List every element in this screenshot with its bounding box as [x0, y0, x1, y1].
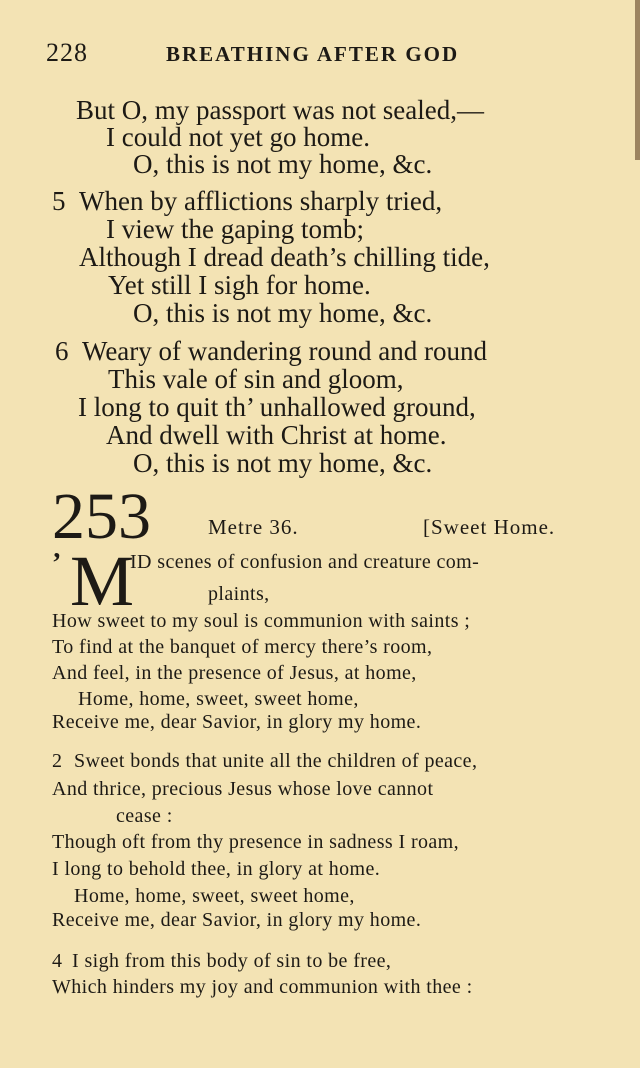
verse-line: I could not yet go home. [106, 122, 370, 152]
verse-line: Which hinders my joy and communion with thee : [52, 976, 473, 998]
dropcap-quote: ’ [52, 548, 62, 579]
verse-line: Receive me, dear Savior, in glory my home. [52, 711, 422, 733]
running-header [46, 38, 600, 70]
verse-line: When by afflictions sharply tried, [79, 186, 443, 216]
verse-line: And dwell with Christ at home. [106, 420, 447, 450]
verse-line: Although I dread death’s chilling tide, [79, 242, 490, 272]
verse-line: Home, home, sweet, sweet home, [74, 885, 355, 907]
dropcap-letter: M [70, 541, 135, 621]
page-edge-shadow [635, 0, 640, 160]
verse-line: I long to quit th’ unhallowed ground, [78, 392, 476, 422]
stanza-number: 6 [55, 336, 69, 366]
verse-line: O, this is not my home, &c. [133, 149, 433, 179]
verse-line: I sigh from this body of sin to be free, [72, 950, 392, 972]
running-title: BREATHING AFTER GOD [166, 42, 460, 66]
verse-line: Home, home, sweet, sweet home, [78, 688, 359, 710]
verse-line: I long to behold thee, in glory at home. [52, 858, 381, 880]
verse-line: And feel, in the presence of Jesus, at home, [52, 662, 417, 684]
stanza-number: 4 [52, 950, 63, 972]
verse-line: Receive me, dear Savior, in glory my home. [52, 909, 422, 931]
page-number: 228 [46, 38, 88, 67]
verse-line: But O, my passport was not sealed,— [76, 95, 484, 125]
verse-line: How sweet to my soul is communion with saints ; [52, 610, 471, 632]
verse-line: ID scenes of confusion and creature com- [130, 551, 480, 573]
verse-line: cease : [116, 805, 173, 827]
hymn-number: 253 [52, 480, 151, 553]
verse-line: I view the gaping tomb; [106, 214, 364, 244]
verse-line: Weary of wandering round and round [82, 336, 487, 366]
verse-line: plaints, [208, 583, 270, 605]
verse-line: O, this is not my home, &c. [133, 448, 433, 478]
verse-line: Though oft from thy presence in sadness I roam, [52, 831, 460, 853]
verse-line: To find at the banquet of mercy there’s room, [52, 636, 433, 658]
verse-line: And thrice, precious Jesus whose love cannot [52, 778, 434, 800]
verse-line: This vale of sin and gloom, [108, 364, 404, 394]
metre-label: Metre 36. [208, 515, 299, 539]
verse-line: O, this is not my home, &c. [133, 298, 433, 328]
stanza-number: 5 [52, 186, 66, 216]
tune-name: [Sweet Home. [423, 515, 556, 539]
verse-line: Sweet bonds that unite all the children of peace, [74, 750, 478, 772]
verse-line: Yet still I sigh for home. [108, 270, 371, 300]
stanza-number: 2 [52, 750, 63, 772]
